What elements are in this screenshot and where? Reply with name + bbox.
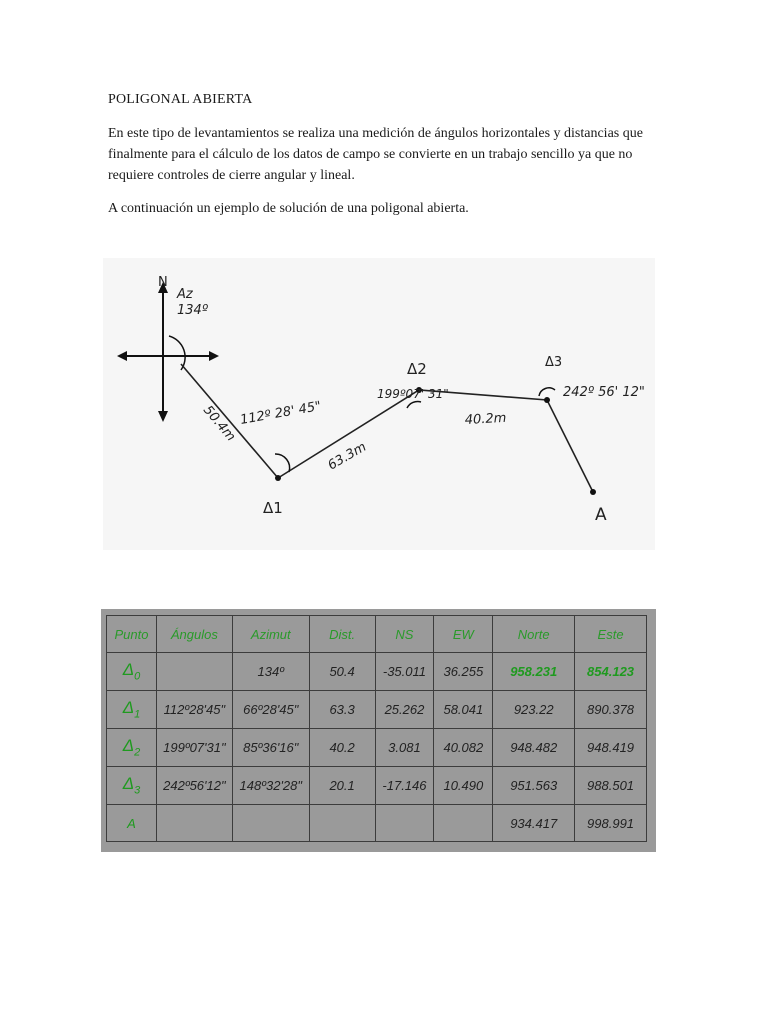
point-cell: A	[107, 805, 157, 842]
point-cell: $\Delta_2$	[107, 729, 157, 767]
dist-cell	[309, 805, 375, 842]
header-azimut: Azimut	[232, 616, 309, 653]
header-ns: NS	[375, 616, 434, 653]
point-cell: $\Delta_0$	[107, 653, 157, 691]
traverse-sketch	[103, 258, 655, 550]
table-header-row	[107, 616, 647, 653]
norte-cell: 951.563	[493, 767, 575, 805]
ew-cell: 36.255	[434, 653, 493, 691]
angle-arc-2	[407, 402, 421, 408]
station-1-label: Δ1	[263, 499, 283, 517]
azimut-cell: 134º	[232, 653, 309, 691]
traverse-sketch-svg	[103, 258, 655, 550]
header-punto: Punto	[107, 616, 157, 653]
azimut-cell: 66º28'45"	[232, 691, 309, 729]
end-point-label: A	[595, 505, 607, 525]
ns-cell: 25.262	[375, 691, 434, 729]
angle-cell: 242º56'12"	[156, 767, 232, 805]
ew-cell	[434, 805, 493, 842]
table-row	[107, 653, 647, 691]
dist-cell: 40.2	[309, 729, 375, 767]
header-ew: EW	[434, 616, 493, 653]
table-row	[107, 805, 647, 842]
station-3-dot	[544, 397, 550, 403]
azimuth-label: Az	[177, 287, 193, 302]
table-row	[107, 767, 647, 805]
norte-cell: 948.482	[493, 729, 575, 767]
point-cell: $\Delta_3$	[107, 767, 157, 805]
north-label: N	[158, 275, 168, 290]
angle-cell: 112º28'45"	[156, 691, 232, 729]
ns-cell	[375, 805, 434, 842]
west-arrow-icon	[117, 351, 127, 361]
azimut-cell	[232, 805, 309, 842]
angle-cell	[156, 805, 232, 842]
azimut-cell: 85º36'16"	[232, 729, 309, 767]
ew-cell: 58.041	[434, 691, 493, 729]
ns-cell: 3.081	[375, 729, 434, 767]
angle-arc-3	[539, 388, 555, 396]
angle-cell	[156, 653, 232, 691]
intro-paragraph: En este tipo de levantamientos se realiza una medición de ángulos horizontales y distancias que finalmente para el cálculo de los datos de campo se convierte en un trabajo sencillo ya que no requiere controles de cierre angular y lineal.	[108, 126, 643, 183]
leg-3-label: 40.2m	[464, 410, 507, 428]
ew-cell: 10.490	[434, 767, 493, 805]
end-point-dot	[590, 489, 596, 495]
norte-cell: 923.22	[493, 691, 575, 729]
south-arrow-icon	[158, 411, 168, 422]
dist-cell: 63.3	[309, 691, 375, 729]
east-arrow-icon	[209, 351, 219, 361]
header-este: Este	[575, 616, 647, 653]
station-1-dot	[275, 475, 281, 481]
header-dist: Dist.	[309, 616, 375, 653]
este-cell: 998.991	[575, 805, 647, 842]
coordinates-table-frame	[101, 609, 656, 852]
leg-2-label: 63.3m	[325, 439, 370, 474]
page-title: POLIGONAL ABIERTA	[108, 92, 253, 107]
station-3-label: Δ3	[545, 355, 563, 370]
norte-cell: 934.417	[493, 805, 575, 842]
leg-1-label: 50.4m	[199, 402, 239, 445]
este-cell: 890.378	[575, 691, 647, 729]
dist-cell: 50.4	[309, 653, 375, 691]
angle-3-label: 242º 56' 12"	[563, 385, 645, 400]
ew-cell: 40.082	[434, 729, 493, 767]
ns-cell: -17.146	[375, 767, 434, 805]
point-cell: $\Delta_1$	[107, 691, 157, 729]
header-norte: Norte	[493, 616, 575, 653]
angle-1-label: 112º 28' 45"	[239, 398, 323, 428]
este-cell: 854.123	[575, 653, 647, 691]
traverse-line	[181, 364, 593, 492]
station-2-label: Δ2	[407, 360, 427, 378]
azimut-cell: 148º32'28"	[232, 767, 309, 805]
este-cell: 948.419	[575, 729, 647, 767]
este-cell: 988.501	[575, 767, 647, 805]
azimuth-value: 134º	[177, 303, 208, 318]
angle-cell: 199º07'31"	[156, 729, 232, 767]
ns-cell: -35.011	[375, 653, 434, 691]
header-angulos: Ángulos	[156, 616, 232, 653]
angle-arc-1	[275, 454, 290, 472]
coordinates-table	[106, 615, 647, 842]
angle-2-label: 199º07' 31"	[377, 387, 449, 401]
norte-cell: 958.231	[493, 653, 575, 691]
example-paragraph: A continuación un ejemplo de solución de una poligonal abierta.	[108, 201, 469, 216]
table-row	[107, 691, 647, 729]
dist-cell: 20.1	[309, 767, 375, 805]
table-row	[107, 729, 647, 767]
